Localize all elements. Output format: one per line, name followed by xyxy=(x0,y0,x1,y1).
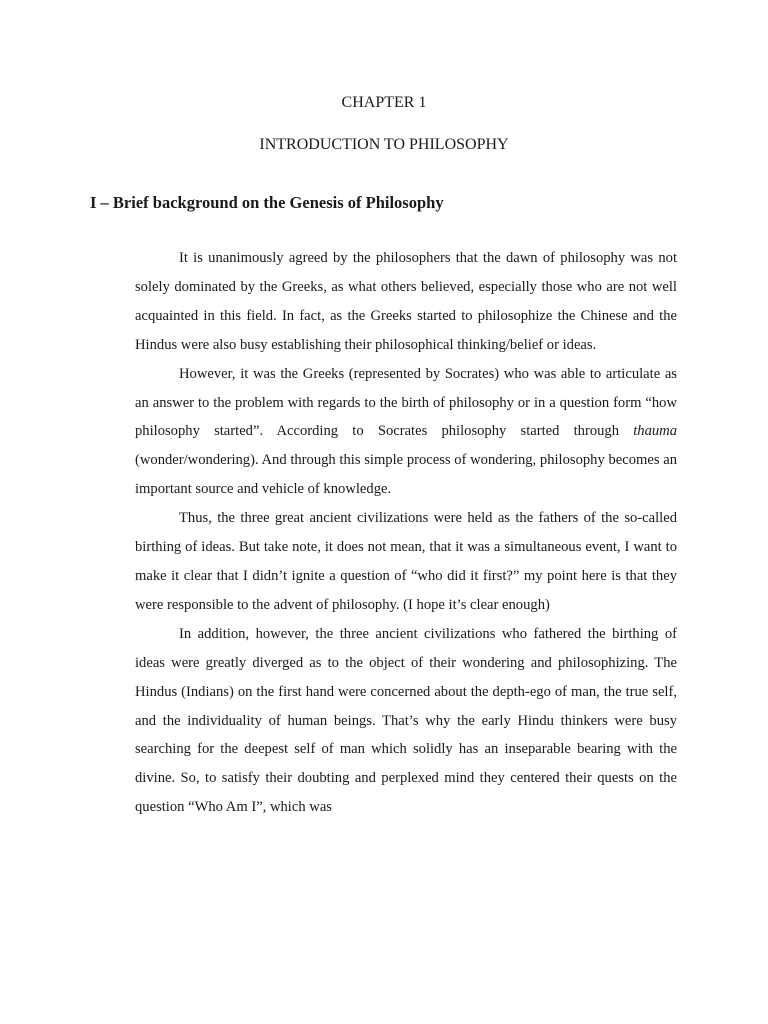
paragraph-2 xyxy=(135,360,677,505)
paragraph-3: Thus, the three great ancient civilizations were held as the fathers of the so-called birthing of ideas. But take note, it does not mean, that it was a simultaneous event, I want to make it clear that I didn’t ignite a question of “who did it first?” my point here is that they were responsible to the advent of philosophy. (I hope it’s clear enough) xyxy=(135,510,677,613)
paragraph-1: It is unanimously agreed by the philosophers that the dawn of philosophy was not solely dominated by the Greeks, as what others believed, especially those who are not well acquainted in this field. In fact, as the Greeks started to philosophize the Chinese and the Hindus were also busy establishing their philosophical thinking/belief or ideas. xyxy=(135,250,677,353)
body-text xyxy=(135,244,677,822)
chapter-title: INTRODUCTION TO PHILOSOPHY xyxy=(259,136,509,153)
section-heading: I – Brief background on the Genesis of Philosophy xyxy=(90,193,444,212)
paragraph-4: In addition, however, the three ancient civilizations who fathered the birthing of ideas were greatly diverged as to the object of their wondering and philosophizing. The Hindus (Indians) on the first hand were concerned about the depth-ego of man, the true self, and the individuality of human beings. That’s why the early Hindu thinkers were busy searching for the deepest self of man which solidly has an inseparable bearing with the divine. So, to satisfy their doubting and perplexed mind they centered their quests on the question “Who Am I”, which was xyxy=(135,625,677,816)
paragraph-2-before: However, it was the Greeks (represented by Socrates) who was able to articulate as an answer to the problem with regards to the birth of philosophy or in a question form “how philosophy started”. According to Socrates philosophy started through xyxy=(135,365,677,440)
chapter-label: CHAPTER 1 xyxy=(341,94,427,111)
paragraph-2-after: (wonder/wondering). And through this simple process of wondering, philosophy becomes an important source and vehicle of knowledge. xyxy=(135,452,677,498)
paragraph-2-emphasis: thauma xyxy=(633,423,677,440)
